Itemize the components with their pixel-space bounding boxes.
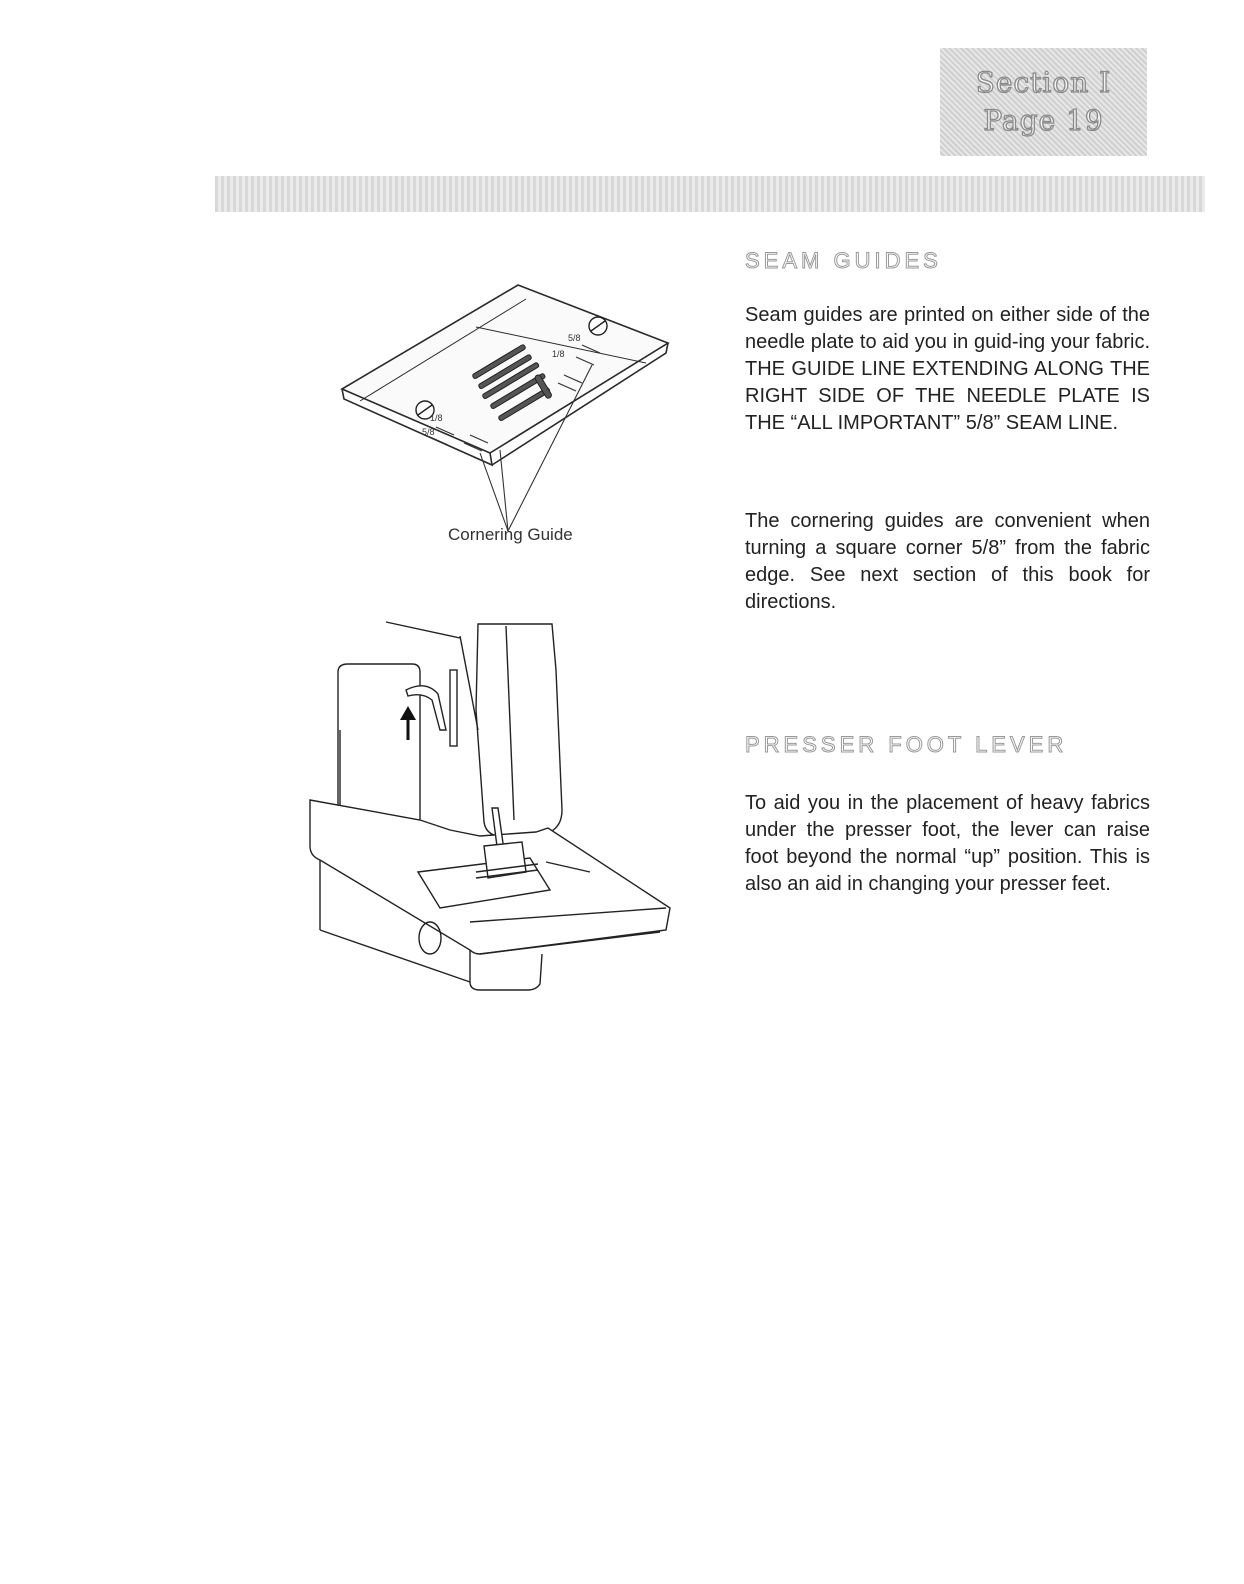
header-rule-bar [215, 176, 1205, 212]
section-page-label-box [940, 48, 1147, 156]
mark-1-8-right: 1/8 [552, 349, 565, 359]
presser-foot-lever-paragraph: To aid you in the placement of heavy fabrics under the presser foot, the lever can raise foot beyond the normal “up” position. This is also an aid in changing your presser feet. [745, 792, 1150, 895]
mark-5-8-left: 5/8 [422, 427, 435, 437]
seam-guides-paragraph-1: Seam guides are printed on either side of the needle plate to aid you in guid-ing your fabric. THE GUIDE LINE EXTENDING ALONG THE RIGHT SIDE OF THE NEEDLE PLATE IS THE “ALL IMPORTANT” 5/8” SEAM LINE. [745, 304, 1150, 434]
mark-5-8-right: 5/8 [568, 333, 581, 343]
arrow-up-icon [400, 706, 416, 740]
heading-seam-guides: SEAM GUIDES [745, 248, 942, 273]
page-label: Page 19 [983, 104, 1104, 137]
sewing-machine-presser-foot-illustration [300, 610, 680, 995]
mark-1-8-left: 1/8 [430, 413, 443, 423]
heading-presser-foot-lever: PRESSER FOOT LEVER [745, 732, 1068, 757]
needle-plate-illustration [330, 275, 680, 555]
figure-caption-cornering-guide: Cornering Guide [448, 525, 573, 544]
section-label: Section I [975, 66, 1112, 99]
seam-guides-paragraph-2: The cornering guides are convenient when turning a square corner 5/8” from the fabric edge. See next section of this book for directions. [745, 510, 1150, 613]
